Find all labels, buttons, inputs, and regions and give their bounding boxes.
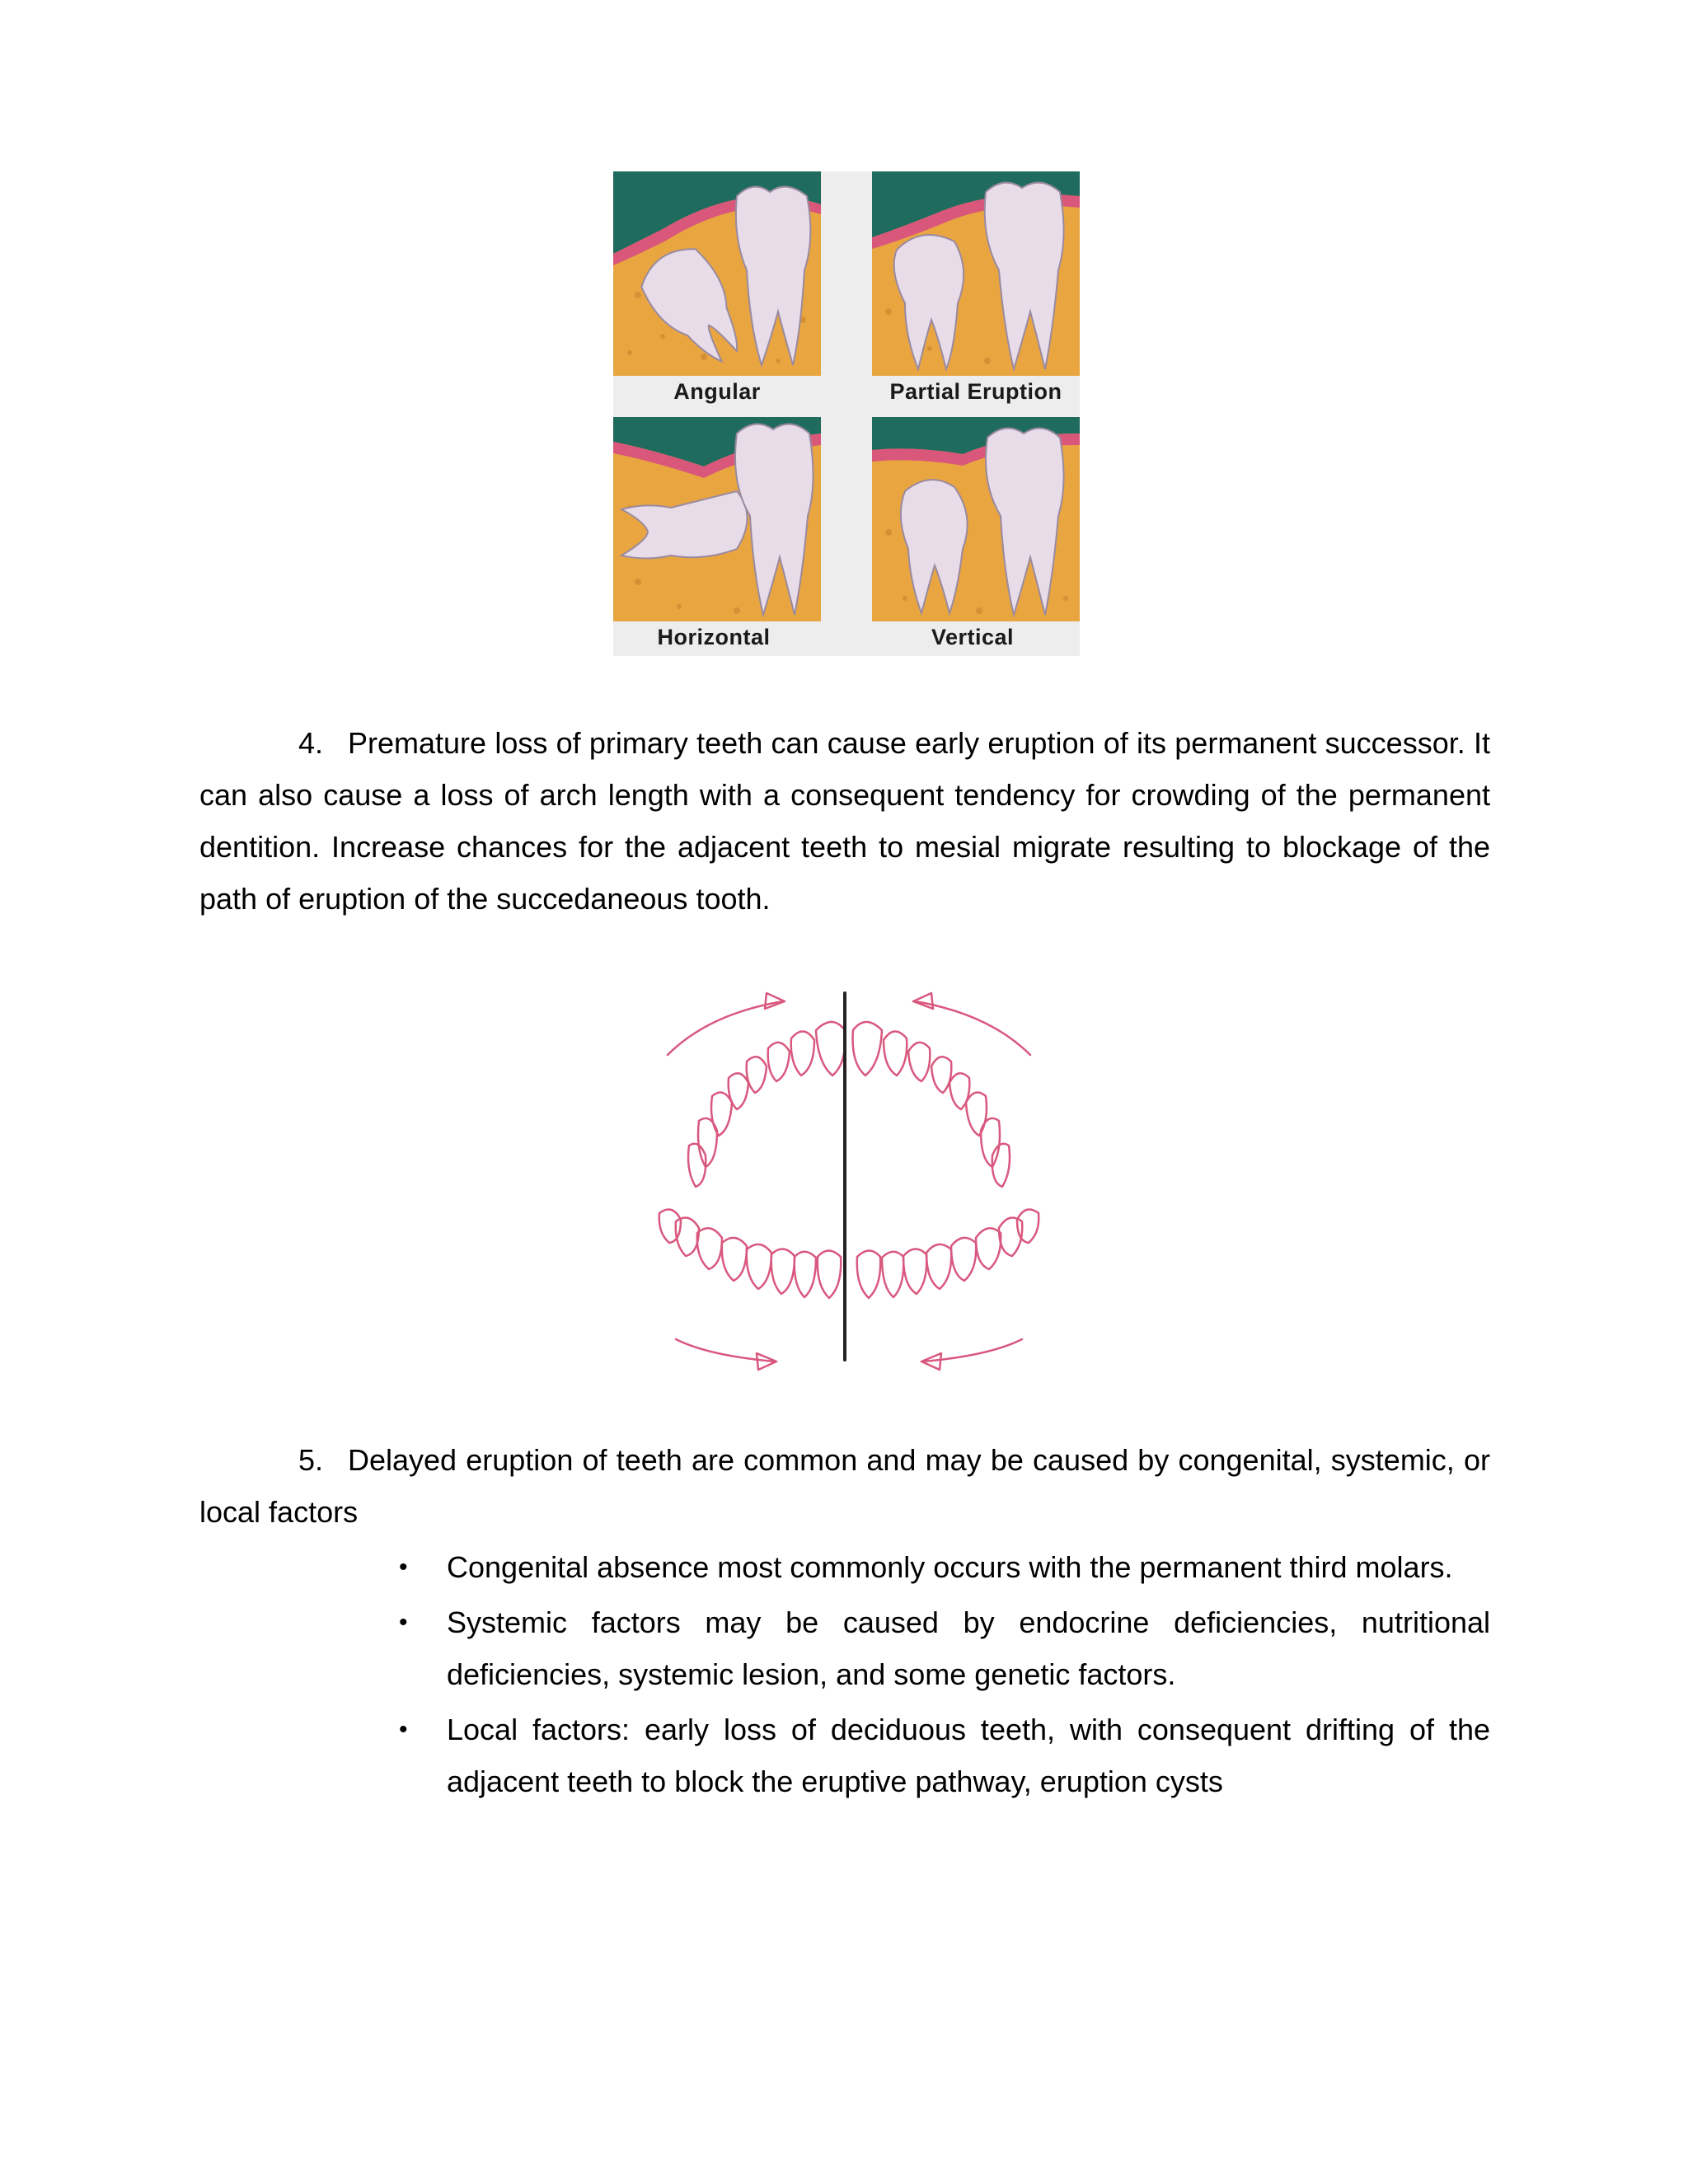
paragraph-4-text: Premature loss of primary teeth can cause early eruption of its permanent successor. It can also cause a loss of arch length with a consequent tendency for crowding of the permanent dentition. Increase chances for the adjacent teeth to mesial migrate resulting to blockage of the path of eruption of the succedaneous tooth. <box>199 726 1490 916</box>
upper-arch <box>688 1022 1010 1187</box>
list-item <box>391 1704 1490 1807</box>
dental-arch-figure <box>643 981 1055 1376</box>
panel-partial-eruption <box>872 171 1080 376</box>
list-item-text: Congenital absence most commonly occurs with the permanent third molars. <box>447 1550 1453 1584</box>
bullet-dot-icon: • <box>399 1554 408 1581</box>
panel-angular <box>613 171 821 376</box>
paragraph-4 <box>199 717 1490 925</box>
delayed-eruption-factors-list <box>391 1541 1490 1811</box>
list-item-text: Local factors: early loss of deciduous teeth, with consequent drifting of the adjacent teeth to block the eruptive pathway, eruption cysts <box>447 1713 1490 1798</box>
list-item-text: Systemic factors may be caused by endocrine deficiencies, nutritional deficiencies, systemic lesion, and some genetic factors. <box>447 1605 1490 1691</box>
caption-partial-eruption: Partial Eruption <box>889 379 1062 404</box>
panel-horizontal <box>613 417 821 621</box>
bullet-dot-icon: • <box>399 1716 408 1743</box>
arrow-icon <box>923 1339 1022 1361</box>
caption-vertical: Vertical <box>931 625 1015 649</box>
paragraph-5-text: Delayed eruption of teeth are common and may be caused by congenital, systemic, or local factors <box>199 1443 1490 1529</box>
arrow-icon <box>913 993 933 1009</box>
caption-angular: Angular <box>673 379 761 404</box>
paragraph-5 <box>199 1434 1490 1538</box>
impaction-types-figure <box>613 171 1080 656</box>
bullet-dot-icon: • <box>399 1609 408 1636</box>
panel-vertical <box>872 417 1080 621</box>
list-item <box>391 1596 1490 1700</box>
lower-arch <box>659 1210 1039 1299</box>
arrow-icon <box>676 1339 775 1361</box>
list-item <box>391 1541 1490 1593</box>
paragraph-4-number: 4. <box>298 726 324 760</box>
caption-horizontal: Horizontal <box>657 625 771 649</box>
arrow-icon <box>765 993 785 1009</box>
paragraph-5-number: 5. <box>298 1443 324 1477</box>
